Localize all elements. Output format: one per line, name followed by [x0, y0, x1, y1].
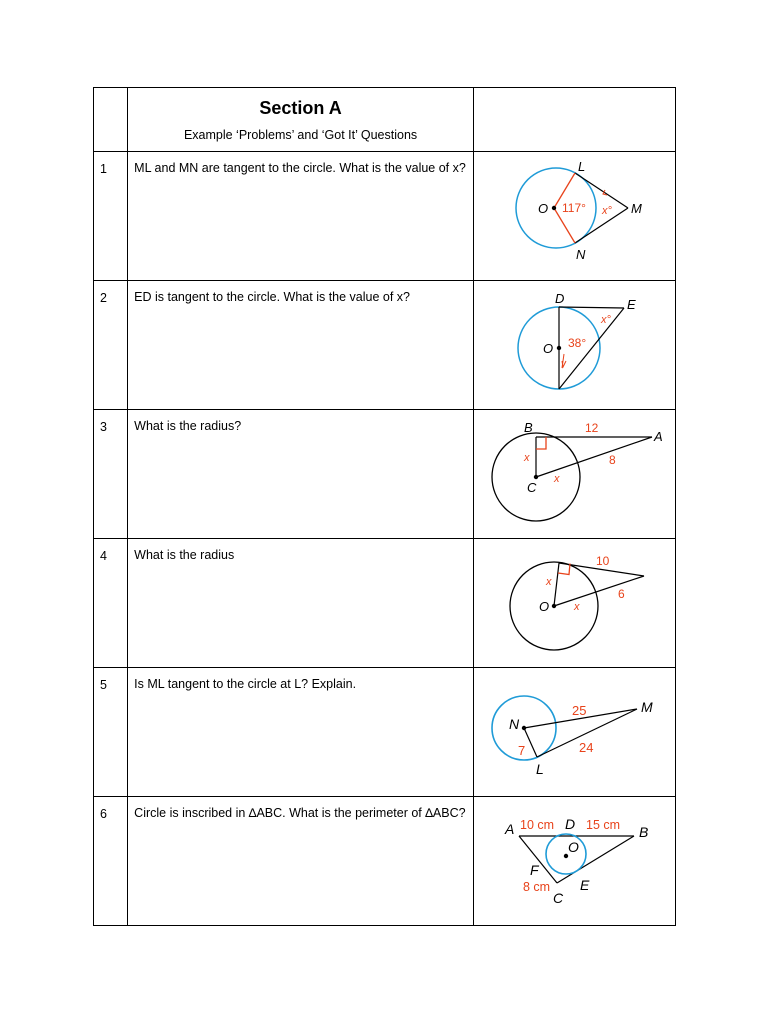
question-text: ML and MN are tangent to the circle. What is the value of x?	[128, 152, 474, 281]
label-D: D	[554, 291, 565, 306]
x-label-secant: x	[573, 601, 580, 613]
x-label: x°	[600, 314, 611, 326]
worksheet-table	[93, 87, 676, 926]
figure-tangent-diameter	[474, 281, 675, 399]
label-O: O	[542, 341, 554, 356]
label-F: F	[529, 862, 539, 878]
label-O: O	[567, 839, 579, 855]
length-top: 10	[595, 554, 610, 568]
label-E: E	[626, 297, 636, 312]
label-B: B	[638, 824, 649, 840]
figure-tangent-check	[474, 668, 675, 786]
question-row-4	[94, 539, 676, 668]
label-A: A	[653, 429, 663, 444]
angle-label: 117°	[561, 201, 586, 215]
label-D: D	[564, 816, 576, 832]
label-A: A	[504, 821, 515, 837]
question-row-1	[94, 152, 676, 281]
length-nl: 7	[517, 743, 526, 758]
label-L: L	[577, 159, 586, 174]
question-text: ED is tangent to the circle. What is the value of x?	[128, 281, 474, 410]
question-number: 3	[94, 410, 128, 539]
length-fc: 8 cm	[522, 880, 551, 894]
label-B: B	[523, 420, 533, 435]
question-text: Is ML tangent to the circle at L? Explain.	[128, 668, 474, 797]
question-number: 1	[94, 152, 128, 281]
question-number: 5	[94, 668, 128, 797]
header-figure-cell	[473, 88, 675, 152]
label-N: N	[508, 716, 520, 732]
section-subtitle: Example ‘Problems’ and ‘Got It’ Questions	[183, 128, 418, 142]
figure-cell-6	[473, 797, 675, 926]
length-ba: 12	[584, 421, 599, 435]
question-row-2	[94, 281, 676, 410]
label-O: O	[537, 201, 549, 216]
label-C: C	[526, 480, 537, 495]
figure-radius-tangent	[474, 539, 675, 657]
length-lm: 24	[578, 740, 594, 755]
length-db: 15 cm	[585, 818, 620, 832]
header-blank-cell	[94, 88, 128, 152]
figure-cell-4	[473, 539, 675, 668]
x-label-radius: x	[545, 576, 552, 588]
label-C: C	[552, 890, 564, 906]
length-nm: 25	[571, 703, 587, 718]
length-ad: 10 cm	[519, 818, 554, 832]
question-row-3	[94, 410, 676, 539]
figure-radius-right-triangle	[474, 410, 675, 528]
label-L: L	[535, 761, 544, 777]
question-text: What is the radius	[128, 539, 474, 668]
length-ca: 8	[608, 453, 616, 467]
figure-cell-5	[473, 668, 675, 797]
label-M: M	[640, 699, 653, 715]
label-E: E	[579, 877, 590, 893]
length-side: 6	[617, 587, 625, 601]
question-number: 4	[94, 539, 128, 668]
question-text: Circle is inscribed in ∆ABC. What is the perimeter of ∆ABC?	[128, 797, 474, 926]
figure-inscribed-circle	[474, 797, 675, 915]
header-cell	[128, 88, 474, 152]
x-label-vertical: x	[523, 452, 530, 464]
label-O: O	[538, 599, 550, 614]
section-title: Section A	[259, 98, 342, 118]
question-row-5	[94, 668, 676, 797]
header-row	[94, 88, 676, 152]
label-M: M	[630, 201, 642, 216]
x-label: x°	[601, 205, 612, 217]
x-label-slant: x	[553, 473, 560, 485]
figure-cell-1	[473, 152, 675, 281]
label-N: N	[575, 247, 586, 262]
question-number: 2	[94, 281, 128, 410]
angle-label: 38°	[567, 336, 587, 350]
figure-cell-2	[473, 281, 675, 410]
figure-tangent-angle	[474, 152, 675, 270]
question-number: 6	[94, 797, 128, 926]
question-row-6	[94, 797, 676, 926]
question-text: What is the radius?	[128, 410, 474, 539]
figure-cell-3	[473, 410, 675, 539]
